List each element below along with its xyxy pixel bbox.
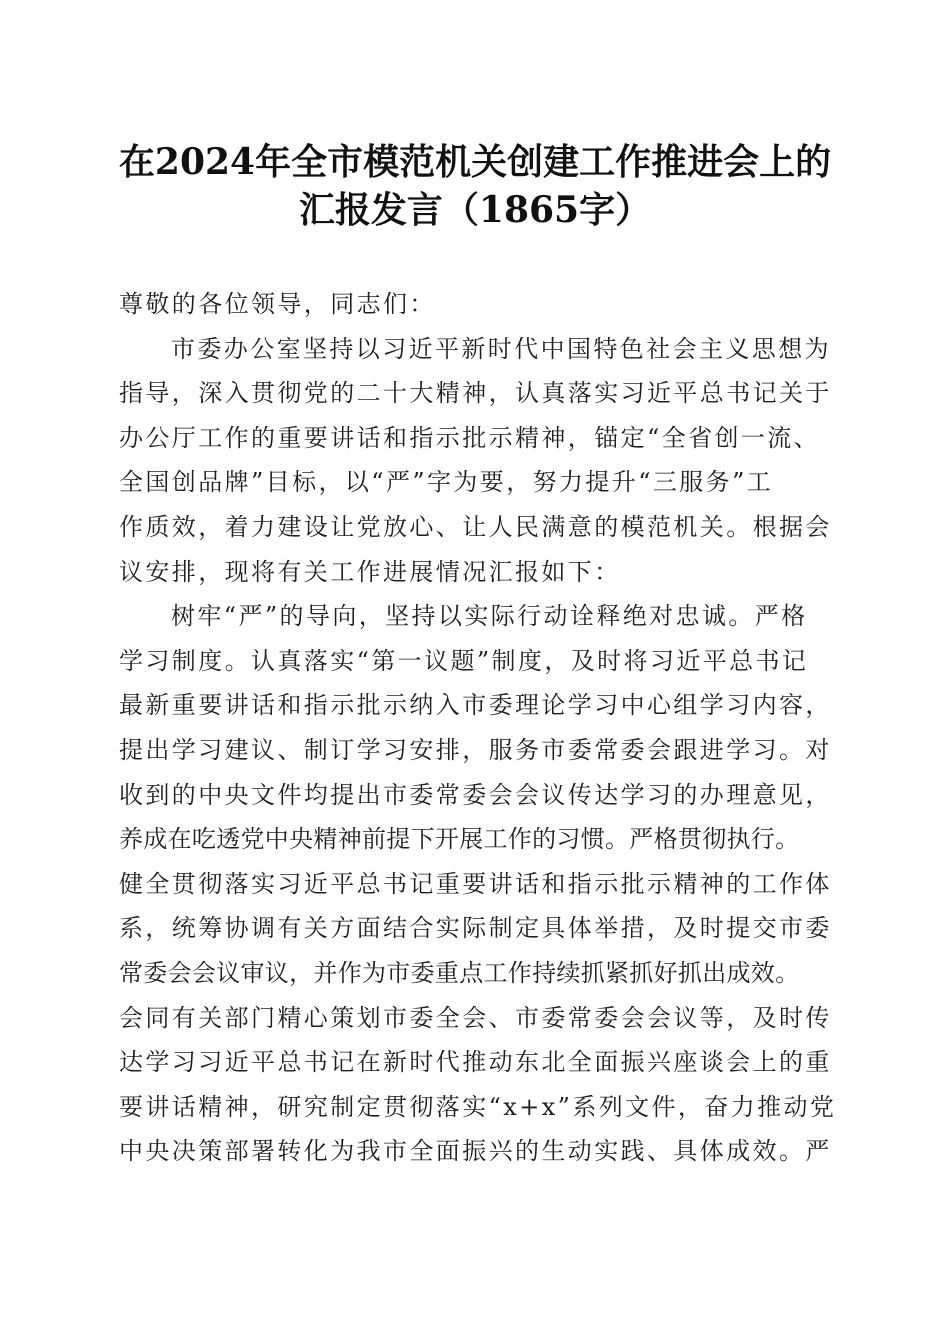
paragraph-line: 收到的中央文件均提出市委常委会会议传达学习的办理意见， bbox=[119, 780, 832, 809]
title-line-2: 汇报发言（1865字） bbox=[298, 189, 652, 231]
paragraph-line: 学习制度。认真落实“第一议题”制度，及时将习近平总书记 bbox=[119, 646, 809, 675]
paragraph-line: 常委会会议审议，并作为市委重点工作持续抓紧抓好抓出成效。 bbox=[119, 958, 800, 987]
paragraph-line: 养成在吃透党中央精神前提下开展工作的习惯。严格贯彻执行。 bbox=[119, 825, 800, 854]
paragraph-line: 达学习习近平总书记在新时代推动东北全面振兴座谈会上的重 bbox=[119, 1048, 832, 1077]
paragraph-line: 市委办公室坚持以习近平新时代中国特色社会主义思想为 bbox=[171, 334, 831, 363]
document-title bbox=[90, 138, 860, 234]
paragraph-line: 树牢“严”的导向，坚持以实际行动诠释绝对忠诚。严格 bbox=[171, 602, 808, 631]
paragraph-line: 健全贯彻落实习近平总书记重要讲话和指示批示精神的工作体 bbox=[119, 869, 832, 898]
document-body bbox=[119, 282, 841, 1174]
paragraph-line: 提出学习建议、制订学习安排，服务市委常委会跟进学习。对 bbox=[119, 735, 832, 764]
paragraph-line: 议安排，现将有关工作进展情况汇报如下： bbox=[119, 557, 621, 586]
paragraph-line: 最新重要讲话和指示批示纳入市委理论学习中心组学习内容， bbox=[119, 691, 832, 720]
title-line-1: 在2024年全市模范机关创建工作推进会上的 bbox=[118, 141, 832, 183]
paragraph-line: 作质效，着力建设让党放心、让人民满意的模范机关。根据会 bbox=[119, 512, 832, 541]
paragraph-line: 全国创品牌”目标，以“严”字为要，努力提升“三服务”工 bbox=[119, 468, 774, 497]
paragraph-line: 办公厅工作的重要讲话和指示批示精神，锚定“全省创一流、 bbox=[119, 423, 821, 452]
paragraph-line: 中央决策部署转化为我市全面振兴的生动实践、具体成效。严 bbox=[119, 1137, 832, 1166]
paragraph-line: 指导，深入贯彻党的二十大精神，认真落实习近平总书记关于 bbox=[119, 379, 832, 408]
paragraph-line: 会同有关部门精心策划市委全会、市委常委会会议等，及时传 bbox=[119, 1003, 832, 1032]
salutation: 尊敬的各位领导，同志们： bbox=[119, 290, 436, 318]
paragraph-line: 要讲话精神，研究制定贯彻落实“x+x”系列文件，奋力推动党 bbox=[119, 1092, 837, 1121]
paragraph-line: 系，统筹协调有关方面结合实际制定具体举措，及时提交市委 bbox=[119, 914, 832, 943]
